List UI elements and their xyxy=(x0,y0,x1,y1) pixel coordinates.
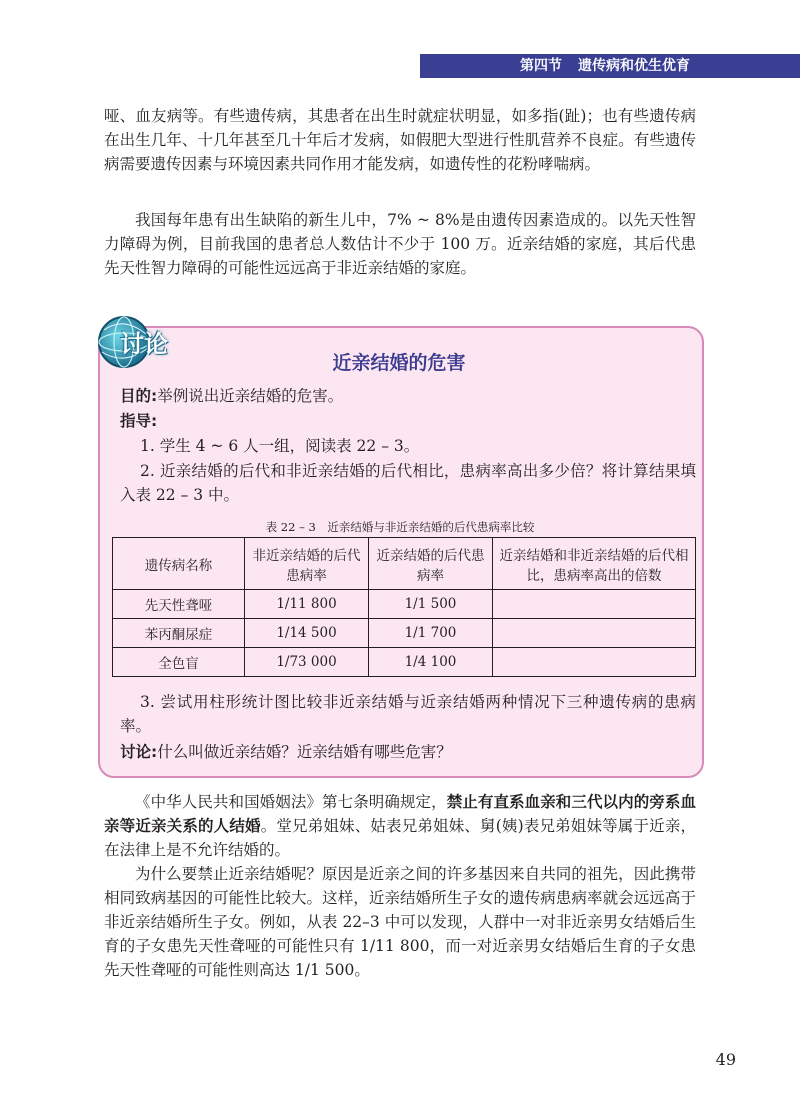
paragraph-3 xyxy=(104,790,696,862)
guide-label-text: 指导: xyxy=(120,412,158,430)
question-text: 什么叫做近亲结婚？近亲结婚有哪些危害？ xyxy=(157,743,452,761)
paragraph-2: 我国每年患有出生缺陷的新生儿中，7% ~ 8%是由遗传因素造成的。以先天性智力障碍为例，目前我国的患者总人数估计不少于 100 万。近亲结婚的家庭，其后代患先天性智力障碍的可能性远远高于非近亲结婚的家庭。 xyxy=(104,211,696,277)
col-header-nonrelative: 非近亲结婚的后代患病率 xyxy=(245,538,369,590)
cell-relative-rate: 1/1 700 xyxy=(369,619,493,648)
col-header-relative: 近亲结婚的后代患病率 xyxy=(369,538,493,590)
discussion-step-3: 3. 尝试用柱形统计图比较非近亲结婚与近亲结婚两种情况下三种遗传病的患病率。 xyxy=(120,693,696,735)
discussion-question xyxy=(120,740,696,764)
goal-label: 目的: xyxy=(120,387,158,405)
p3-text-b: 。堂兄弟姐妹、姑表兄弟姐妹、舅(姨)表兄弟姐妹等属于近亲，在法律上是不允许结婚的。 xyxy=(104,817,696,859)
cell-nonrelative-rate: 1/11 800 xyxy=(245,590,369,619)
table-caption: 表 22 – 3 近亲结婚与非近亲结婚的后代患病率比较 xyxy=(265,520,535,534)
table-row xyxy=(113,590,696,619)
cell-ratio[interactable] xyxy=(493,619,696,648)
cell-nonrelative-rate: 1/73 000 xyxy=(245,648,369,677)
discussion-step-2: 2. 近亲结婚的后代和非近亲结婚的后代相比，患病率高出多少倍？将计算结果填入表 22 – 3 中。 xyxy=(120,462,696,504)
page-number: 49 xyxy=(715,1050,736,1069)
table-row xyxy=(113,619,696,648)
cell-disease: 先天性聋哑 xyxy=(113,590,245,619)
cell-disease: 全色盲 xyxy=(113,648,245,677)
col-header-disease: 遗传病名称 xyxy=(113,538,245,590)
guide-label xyxy=(120,409,696,433)
discussion-title: 近亲结婚的危害 xyxy=(332,352,466,374)
goal-text: 举例说出近亲结婚的危害。 xyxy=(157,387,344,405)
table-header-row xyxy=(113,538,696,590)
cell-disease: 苯丙酮尿症 xyxy=(113,619,245,648)
discussion-goal xyxy=(120,384,696,408)
section-label: 第四节 xyxy=(520,58,562,74)
discussion-badge-label: 讨论 xyxy=(120,330,168,358)
cell-ratio[interactable] xyxy=(493,590,696,619)
p3-text-a: 《中华人民共和国婚姻法》第七条明确规定， xyxy=(135,793,447,811)
paragraph-4: 为什么要禁止近亲结婚呢？原因是近亲之间的许多基因来自共同的祖先，因此携带相同致病基因的可能性比较大。这样，近亲结婚所生子女的遗传病患病率就会远远高于非近亲结婚所生子女。例如，从表 22–3 中可以发现，人群中一对非近亲男女结婚后生育的子女患先天性聋哑的可能性只有 1/11 800，而一对近亲男女结婚后生育的子女患先天性聋哑的可能性则高达 1/1 500。 xyxy=(104,865,696,979)
col-header-ratio: 近亲结婚和非近亲结婚的后代相比，患病率高出的倍数 xyxy=(493,538,696,590)
table-row xyxy=(113,648,696,677)
cell-relative-rate: 1/4 100 xyxy=(369,648,493,677)
discussion-step-1: 1. 学生 4 ~ 6 人一组，阅读表 22 – 3。 xyxy=(140,437,420,455)
section-title: 遗传病和优生优育 xyxy=(578,58,690,74)
cell-ratio[interactable] xyxy=(493,648,696,677)
chapter-header-bar xyxy=(420,54,800,78)
question-label: 讨论: xyxy=(120,743,158,761)
disease-rate-table xyxy=(112,537,696,677)
paragraph-1: 哑、血友病等。有些遗传病，其患者在出生时就症状明显，如多指(趾)；也有些遗传病在出生几年、十几年甚至几十年后才发病，如假肥大型进行性肌营养不良症。有些遗传病需要遗传因素与环境因素共同作用才能发病，如遗传性的花粉哮喘病。 xyxy=(104,107,696,173)
p3-law-bold: 禁止有直系血亲和三代以内的旁系血亲等近亲关系的人结婚 xyxy=(104,793,696,835)
cell-relative-rate: 1/1 500 xyxy=(369,590,493,619)
cell-nonrelative-rate: 1/14 500 xyxy=(245,619,369,648)
